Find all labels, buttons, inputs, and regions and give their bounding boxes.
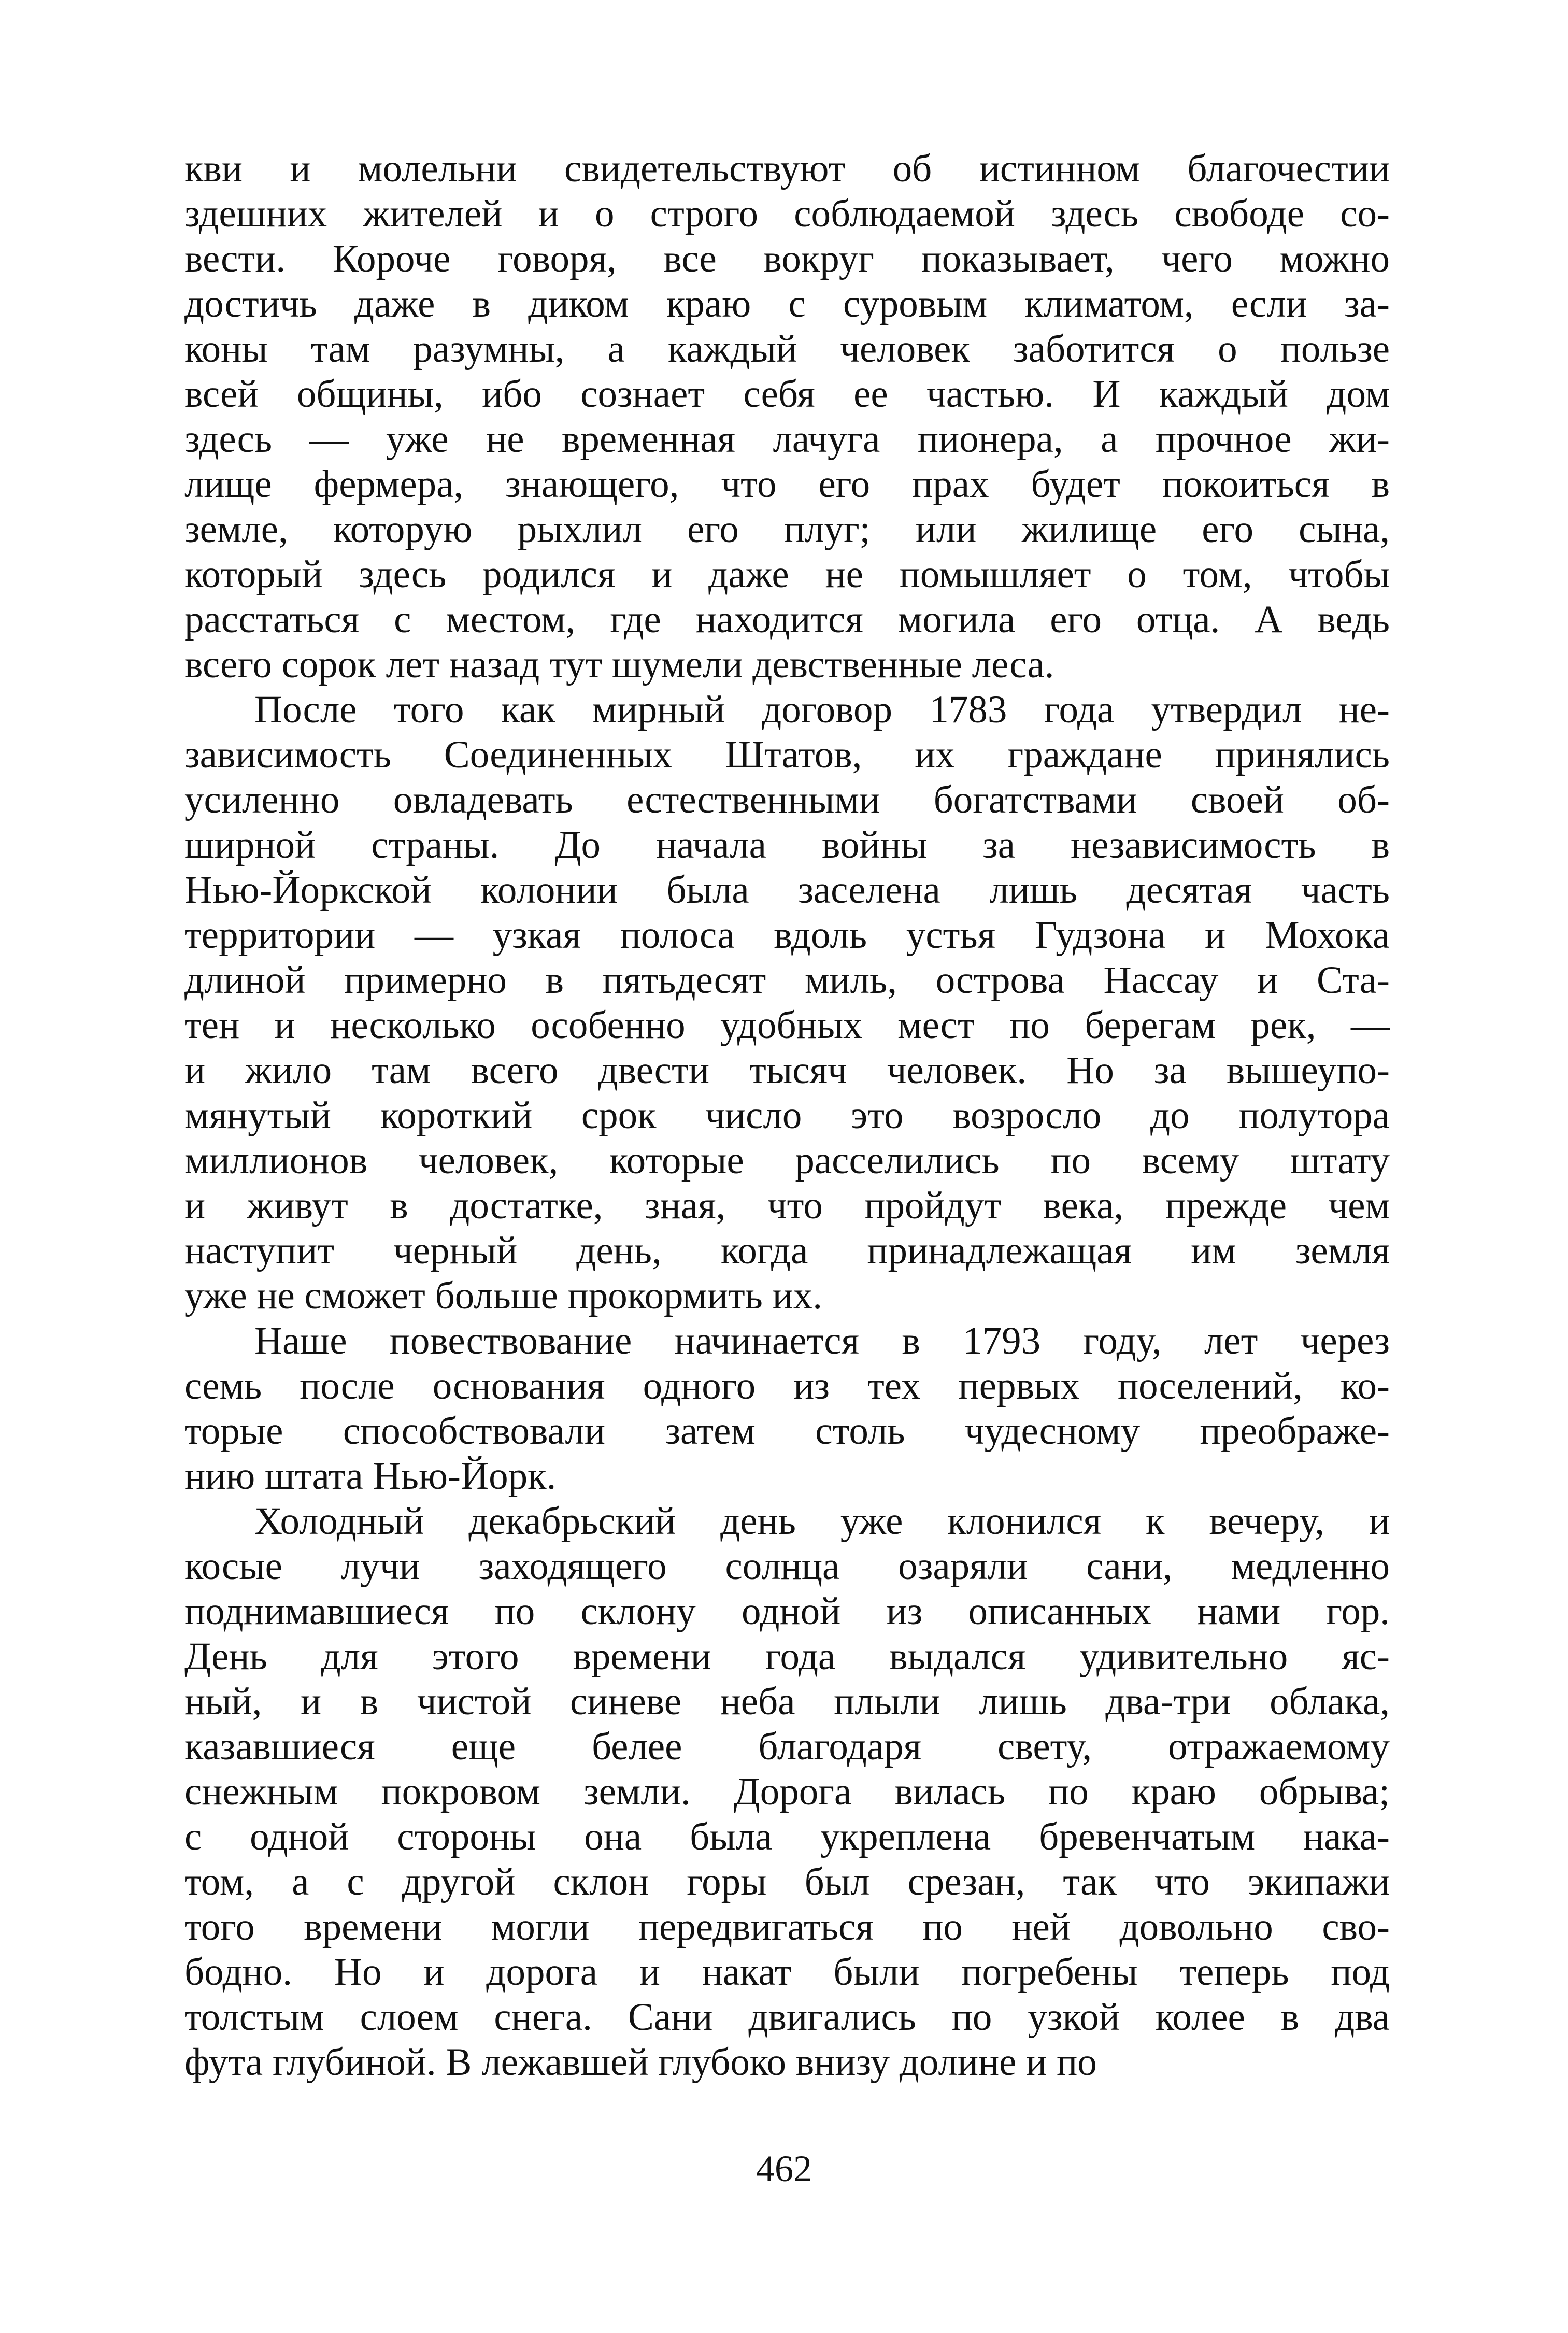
paragraph (184, 1318, 1390, 1499)
text-line: всей общины, ибо сознает себя ее частью. И каждый дом (184, 373, 1390, 416)
paragraph (184, 146, 1390, 687)
text-line: том, а с другой склон горы был срезан, так что экипажи (184, 1860, 1390, 1903)
text-line: нию штата Нью-Йорк. (184, 1455, 557, 1498)
text-line: длиной примерно в пятьдесят миль, острова Нассау и Ста- (184, 959, 1390, 1002)
text-line: ширной страны. До начала войны за независимость в (184, 823, 1390, 866)
text-line: земле, которую рыхлил его плуг; или жилище его сына, (184, 508, 1390, 551)
text-line: усиленно овладевать естественными богатствами своей об- (184, 778, 1390, 821)
page-number: 462 (756, 2148, 812, 2189)
text-line: тен и несколько особенно удобных мест по берегам рек, — (184, 1004, 1390, 1047)
text-line: уже не сможет больше прокормить их. (184, 1274, 823, 1317)
text-line: Холодный декабрьский день уже клонился к вечеру, и (254, 1500, 1390, 1543)
text-line: наступит черный день, когда принадлежащая им земля (184, 1229, 1390, 1272)
text-line: бодно. Но и дорога и накат были погребены теперь под (184, 1951, 1390, 1994)
text-line: и жило там всего двести тысяч человек. Но за вышеупо- (184, 1049, 1390, 1092)
text-line: лище фермера, знающего, что его прах будет покоиться в (184, 463, 1390, 506)
paragraph (184, 687, 1390, 1318)
text-line: вести. Короче говоря, все вокруг показывает, чего можно (184, 237, 1390, 280)
text-line: поднимавшиеся по склону одной из описанных нами гор. (184, 1590, 1390, 1633)
text-line: косые лучи заходящего солнца озаряли сани, медленно (184, 1545, 1390, 1588)
text-line: того времени могли передвигаться по ней довольно сво- (184, 1905, 1390, 1948)
text-line: миллионов человек, которые расселились по всему штату (184, 1139, 1390, 1182)
text-line: фута глубиной. В лежавшей глубоко внизу долине и по (184, 2041, 1097, 2084)
text-line: кви и молельни свидетельствуют об истинном благочестии (184, 147, 1390, 190)
text-line: Наше повествование начинается в 1793 году, лет через (254, 1319, 1390, 1362)
paragraph (184, 1499, 1390, 2085)
text-line: толстым слоем снега. Сани двигались по узкой колее в два (184, 1996, 1390, 2039)
text-line: семь после основания одного из тех первых поселений, ко- (184, 1364, 1390, 1407)
text-line: казавшиеся еще белее благодаря свету, отражаемому (184, 1725, 1390, 1768)
text-line: достичь даже в диком краю с суровым климатом, если за- (184, 282, 1390, 325)
text-line: снежным покровом земли. Дорога вилась по краю обрыва; (184, 1770, 1390, 1813)
text-line: и живут в достатке, зная, что пройдут века, прежде чем (184, 1184, 1390, 1227)
text-line: ный, и в чистой синеве неба плыли лишь два-три облака, (184, 1680, 1390, 1723)
text-line: всего сорок лет назад тут шумели девственные леса. (184, 643, 1054, 686)
text-line: После того как мирный договор 1783 года утвердил не- (254, 688, 1390, 731)
text-line: коны там разумны, а каждый человек заботится о пользе (184, 328, 1390, 371)
text-line: торые способствовали затем столь чудесному преображе- (184, 1410, 1390, 1453)
text-line: расстаться с местом, где находится могила его отца. А ведь (184, 598, 1390, 641)
text-line: Нью-Йоркской колонии была заселена лишь десятая часть (184, 869, 1390, 912)
text-line: территории — узкая полоса вдоль устья Гудзона и Мохока (184, 914, 1390, 957)
body-text (184, 146, 1390, 2085)
text-line: который здесь родился и даже не помышляет о том, чтобы (184, 553, 1390, 596)
text-line: здесь — уже не временная лачуга пионера, а прочное жи- (184, 418, 1390, 461)
text-line: мянутый короткий срок число это возросло до полутора (184, 1094, 1390, 1137)
text-line: День для этого времени года выдался удивительно яс- (184, 1635, 1390, 1678)
text-line: с одной стороны она была укреплена бревенчатым нака- (184, 1815, 1390, 1858)
text-line: зависимость Соединенных Штатов, их граждане принялись (184, 733, 1390, 776)
text-line: здешних жителей и о строго соблюдаемой здесь свободе со- (184, 192, 1390, 235)
